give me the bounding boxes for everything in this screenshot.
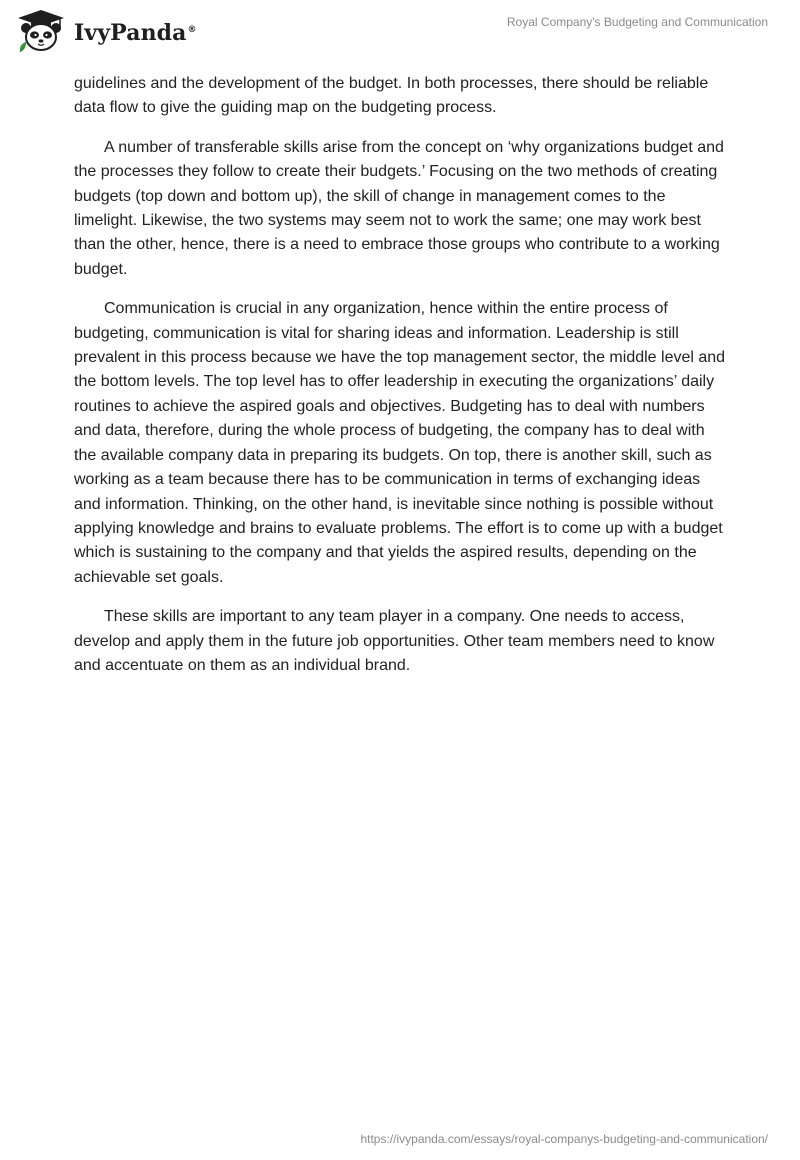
logo-wordmark — [74, 20, 197, 46]
panda-graduate-icon — [14, 8, 68, 54]
registered-mark: ® — [187, 24, 197, 35]
paragraph: A number of transferable skills arise from the concept on ‘why organizations budget and the processes they follow to create their budgets.’ Focusing on the two methods of creating budgets (top down and bottom up), the skill of change in management comes to the limelight. Likewise, the two systems may seem not to work the same; one may work best than the other, hence, there is a need to embrace those groups who contribute to a working budget. — [74, 138, 724, 278]
page-header — [0, 0, 800, 60]
essay-body — [74, 72, 730, 693]
logo-name: IvyPanda — [74, 20, 187, 46]
source-url: https://ivypanda.com/essays/royal-companys-budgeting-and-communication/ — [360, 1132, 768, 1146]
ivypanda-logo[interactable] — [14, 8, 197, 54]
paragraph: Communication is crucial in any organization, hence within the entire process of budgeting, communication is vital for sharing ideas and information. Leadership is still prevalent in this process because we have the top management sector, the middle level and the bottom levels. The top level has to offer leadership in executing the organizations’ daily routines to achieve the aspired goals and objectives. Budgeting has to deal with numbers and data, therefore, during the whole process of budgeting, the company has to deal with the available company data in preparing its budgets. On top, there is another skill, such as working as a team because there has to be communication in terms of exchanging ideas and information. Thinking, on the other hand, is inevitable since nothing is possible without applying knowledge and brains to evaluate problems. The effort is to come up with a budget which is sustaining to the company and that yields the aspired results, depending on the achievable set goals. — [74, 300, 726, 586]
paragraph: These skills are important to any team player in a company. One needs to access, develop and apply them in the future job opportunities. Other team members need to know and accentuate on them as an individual brand. — [74, 608, 715, 674]
paragraph: guidelines and the development of the budget. In both processes, there should be reliable data flow to give the guiding map on the budgeting process. — [74, 75, 709, 117]
document-title: Royal Company's Budgeting and Communication — [506, 15, 768, 29]
